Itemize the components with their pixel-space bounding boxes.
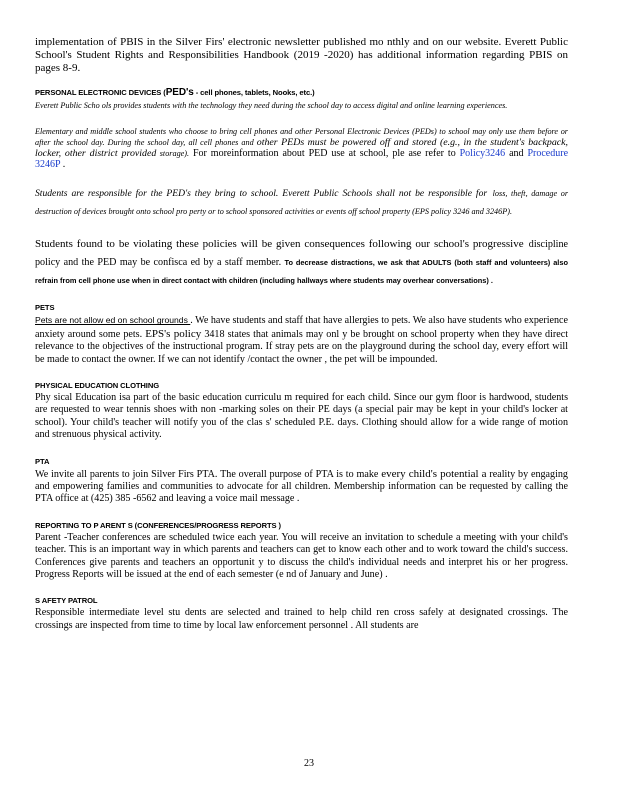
pta-heading: PTA: [35, 456, 50, 466]
reporting-heading: REPORTING TO P ARENT S (CONFERENCES/PROGRESS REPORTS ): [35, 520, 281, 530]
adults-distraction-notice: To decrease distractions, we ask that ADULTS (both staff and volunteers) also refrain from cell phone use when in direct contact with children (including hallways where students may overhear conversations) .: [35, 258, 568, 286]
peds-intro-paragraph: Everett Public Scho ols provides students with the technology they need during the school day to access digital and online learning experiences.: [35, 101, 508, 111]
eps-policy-label: EPS's policy: [145, 327, 202, 340]
pe-clothing-paragraph: Phy sical Education isa part of the basic education curriculu m required for each child. Since our gym floor is hardwood, students are requested to wear tennis shoes with non -marking soles on their PE days (a special pair may be kept in your child's locker at school). Your child's teacher will notify you of the clas s' scheduled P.E. days. Clothing should allow for a wide range of motion and strenuous physical activity.: [35, 392, 568, 441]
safety-patrol-heading: S AFETY PATROL: [35, 596, 98, 606]
peds-responsibility-lead: Students are responsible for the PED's they bring to school. Everett Public Schools shall not be responsible for: [35, 188, 488, 200]
policy-3246-link[interactable]: Policy3246: [459, 148, 506, 160]
pets-text-1: . We have students and staff that have allergies to pets. We also have students who experience anxiety around some pets.: [35, 315, 569, 340]
pets-not-allowed: Pets are not allow ed on school grounds: [35, 315, 191, 326]
peds-more-info: For moreinformation about PED use at school, ple ase refer to: [189, 148, 460, 160]
peds-usage-text: Elementary and middle school students who choose to bring cell phones and other Personal Electronic Devices (PEDs) to school may only use them before or after the school day. During the school day, all cell phones and: [35, 127, 568, 148]
peds-responsibility-paragraph: [35, 183, 568, 219]
pbis-intro-paragraph: implementation of PBIS in the Silver Firs' electronic newsletter published mo nthly and on our website. Everett Public School's Student Rights and Responsibilities Handbook (2019 -2020) has additional information regarding PBIS on pages 8-9.: [35, 36, 568, 74]
pta-rest: reality by engaging and empowering families and communities to advocate for all children. Membership information can be requested by calling the PTA office at (425) 385 -6562 and leaving a voice mail message .: [35, 468, 568, 505]
pta-lead: We invite all parents to join Silver Firs PTA. The overall purpose of PTA is to make: [35, 468, 382, 480]
peds-responsibility-rest: loss, theft, damage or destruction of devices brought onto school pro perty or to school sponsored activities or events off school property (EPS policy 3246 and 3246P).: [35, 189, 569, 217]
pe-clothing-heading: PHYSICAL EDUCATION CLOTHING: [35, 381, 160, 391]
safety-patrol-paragraph: Responsible intermediate level stu dents are selected and trained to help child ren cross safely at designated crossings. The crossings are inspected from time to time by local law enforcement personnel . All students are: [35, 607, 568, 631]
peds-consequence-paragraph: [35, 234, 568, 288]
peds-heading-suffix: - cell phones, tablets, Nooks, etc.): [193, 88, 315, 98]
pets-text-2: 3418 states that animals may onl y be brought on school property when they have direct relevance to the objectives of the instructional program. If stray pets are on the playground during the school day, every effort will be made to contact the owner. If we can not identify /contact the owner , the pet will be impounded.: [35, 328, 569, 365]
peds-storage-word: storage).: [159, 149, 190, 159]
pets-heading: PETS: [35, 303, 55, 313]
and-word: and: [505, 148, 528, 160]
peds-consequence-rest: discipline policy and the PED may be confisca ed by a staff member.: [35, 239, 569, 269]
peds-consequence-lead: Students found to be violating these policies will be given consequences following our school's progressive: [35, 238, 524, 251]
page-content: [35, 36, 568, 632]
reporting-paragraph: Parent -Teacher conferences are scheduled twice each year. You will receive an invitation to schedule a meeting with your child's teacher. This is an important way in which parents and teachers can get to know each other and to work toward the child's success. Conferences give parents and teachers an opportunit y to discuss the child's individual needs and interpret his or her progress. Progress Reports will be issued at the end of each semester (e nd of January and June) .: [35, 531, 568, 581]
peds-heading-abbr: PED's: [165, 87, 194, 99]
peds-storage-emphasis: other PEDs must be powered off and stored (e.g., in the student's backpack, locker, other district provided: [35, 137, 568, 160]
pta-paragraph: [35, 468, 568, 506]
peds-heading: [35, 87, 568, 98]
pta-lead-emphasis: every child's potential a: [381, 467, 487, 480]
page-number: 23: [304, 758, 314, 769]
peds-usage-end: .: [60, 159, 66, 171]
peds-usage-paragraph: [35, 126, 568, 170]
pets-paragraph: [35, 314, 568, 366]
procedure-3246p-link[interactable]: Procedure 3246P: [35, 148, 569, 171]
peds-heading-prefix: PERSONAL ELECTRONIC DEVICES (: [35, 88, 166, 98]
